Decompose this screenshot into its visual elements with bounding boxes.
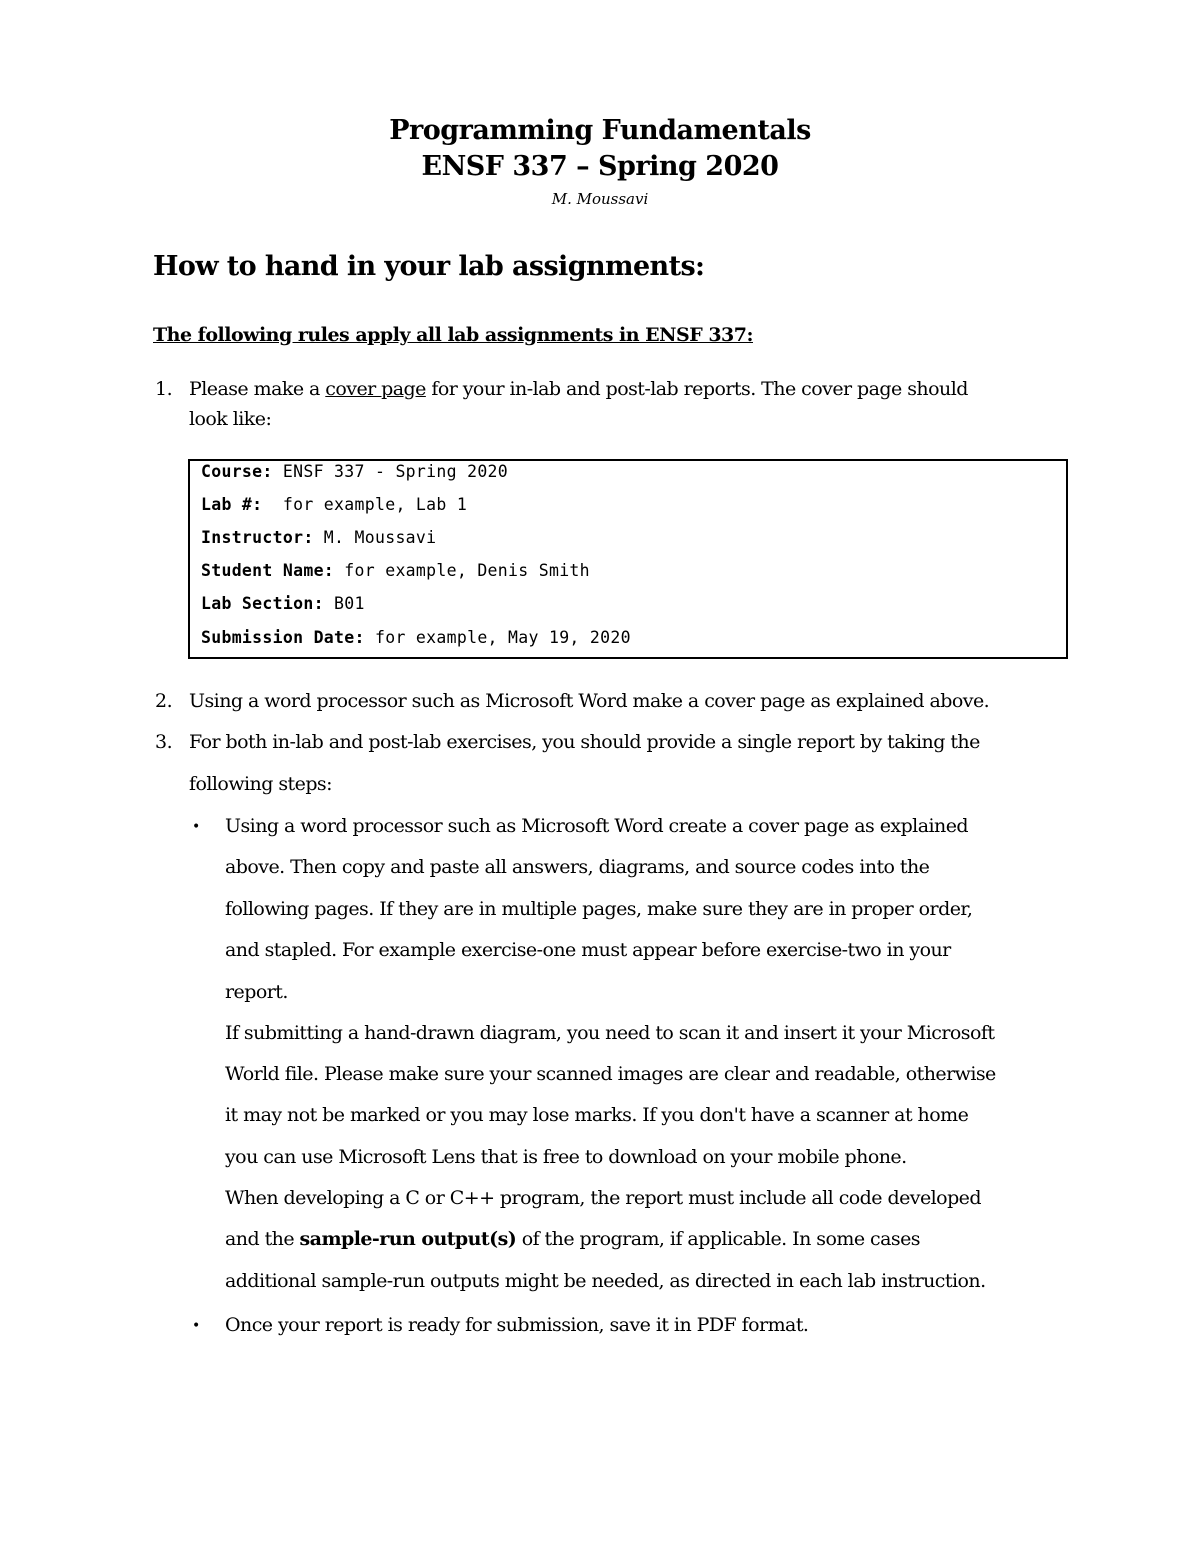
cover-value: M. Moussavi — [313, 528, 437, 547]
bullet-1-line: additional sample-run outputs might be needed, as directed in each lab instruction. — [225, 1270, 986, 1292]
instructor-name: M. Moussavi — [551, 190, 649, 208]
cover-label: Submission Date: — [201, 628, 365, 647]
item-1-line-1 — [189, 378, 968, 400]
cover-row-lab — [201, 495, 467, 514]
item-3-number: 3. — [155, 731, 173, 753]
bullet-1-sample-line — [225, 1228, 920, 1250]
bullet-1-line: it may not be marked or you may lose marks. If you don't have a scanner at home — [225, 1104, 969, 1126]
item-1-post: for your in-lab and post-lab reports. The cover page should — [425, 378, 968, 400]
bullet-1-line: and stapled. For example exercise-one must appear before exercise-two in your — [225, 939, 951, 961]
bullet-marker: • — [192, 819, 201, 835]
bullet-1-line: If submitting a hand-drawn diagram, you need to scan it and insert it your Microsoft — [225, 1022, 995, 1044]
bullet-1-line: Using a word processor such as Microsoft Word create a cover page as explained — [225, 815, 969, 837]
cover-value: ENSF 337 - Spring 2020 — [272, 462, 509, 481]
cover-value: for example, Denis Smith — [334, 561, 590, 580]
cover-value: for example, Lab 1 — [262, 495, 468, 514]
cover-row-instructor — [201, 528, 436, 547]
course-title: Programming Fundamentals — [389, 115, 811, 146]
cover-row-date — [201, 628, 631, 647]
bullet-2-text: Once your report is ready for submission, save it in PDF format. — [225, 1314, 809, 1336]
bullet-1-line: following pages. If they are in multiple pages, make sure they are in proper order, — [225, 898, 973, 920]
cover-value: B01 — [323, 594, 365, 613]
bullet-1-line: above. Then copy and paste all answers, diagrams, and source codes into the — [225, 856, 930, 878]
cover-value: for example, May 19, 2020 — [364, 628, 631, 647]
cover-row-section — [201, 594, 365, 613]
item-2-number: 2. — [155, 690, 173, 712]
page-heading: How to hand in your lab assignments: — [153, 251, 705, 282]
cover-label: Student Name: — [201, 561, 335, 580]
cover-label: Course: — [201, 462, 273, 481]
course-code-term: ENSF 337 – Spring 2020 — [421, 151, 779, 182]
item-3-line-2: following steps: — [189, 773, 332, 795]
bullet-1-line: When developing a C or C++ program, the report must include all code developed — [225, 1187, 981, 1209]
bullet-1-line: you can use Microsoft Lens that is free to download on your mobile phone. — [225, 1146, 907, 1168]
bullet-marker: • — [192, 1318, 201, 1334]
item-3-line-1: For both in-lab and post-lab exercises, you should provide a single report by taking the — [189, 731, 980, 753]
item-1-pre: Please make a — [189, 378, 326, 400]
cover-label: Lab Section: — [201, 594, 324, 613]
sample-pre: and the — [225, 1228, 300, 1250]
cover-page-example — [188, 459, 1068, 659]
bullet-1-line: report. — [225, 981, 288, 1003]
item-1-number: 1. — [155, 378, 173, 400]
bullet-1-line: World file. Please make sure your scanned images are clear and readable, otherwise — [225, 1063, 996, 1085]
cover-label: Instructor: — [201, 528, 314, 547]
cover-row-course — [201, 462, 508, 481]
sample-run-emphasis: sample-run output(s) — [299, 1228, 517, 1250]
item-2-text: Using a word processor such as Microsoft Word make a cover page as explained above. — [189, 690, 990, 712]
cover-row-student — [201, 561, 590, 580]
item-1-line-2: look like: — [189, 408, 272, 430]
cover-label: Lab #: — [201, 495, 263, 514]
sample-post: of the program, if applicable. In some cases — [516, 1228, 920, 1250]
rules-heading: The following rules apply all lab assignments in ENSF 337: — [153, 324, 753, 346]
cover-page-emphasis: cover page — [325, 378, 426, 400]
